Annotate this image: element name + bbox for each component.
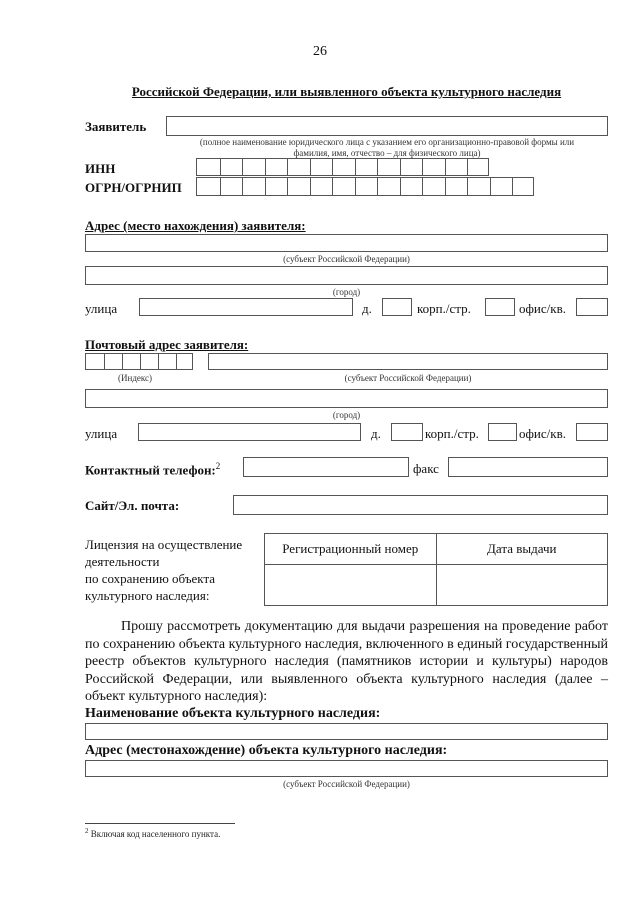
postal-house-field[interactable]	[391, 423, 423, 441]
postal-street-label: улица	[85, 426, 118, 441]
phone-field[interactable]	[243, 457, 409, 477]
footnote-divider	[85, 823, 235, 824]
object-address-field[interactable]	[85, 760, 608, 777]
postal-city-hint: (город)	[332, 410, 361, 420]
address-subject-hint: (субъект Российской Федерации)	[283, 254, 410, 264]
ogrn-label: ОГРН/ОГРНИП	[85, 180, 182, 195]
license-col-reg-number: Регистрационный номер	[265, 534, 437, 565]
postal-office-label: офис/кв.	[519, 426, 566, 441]
address-city-field[interactable]	[85, 266, 608, 285]
fax-label: факс	[413, 461, 439, 476]
site-email-label: Сайт/Эл. почта:	[85, 498, 180, 513]
footnote-mark: 2	[85, 827, 89, 835]
applicant-hint-1: (полное наименование юридического лица с указанием его организационно-правовой формы или	[199, 137, 575, 147]
postal-index-field[interactable]	[85, 353, 193, 370]
site-email-field[interactable]	[233, 495, 608, 515]
footnote	[85, 827, 220, 839]
inn-field[interactable]	[196, 158, 489, 176]
postal-heading: Почтовый адрес заявителя:	[85, 337, 249, 352]
address-heading: Адрес (место нахождения) заявителя:	[85, 218, 306, 233]
object-name-label: Наименование объекта культурного наследия:	[85, 706, 381, 721]
object-address-label: Адрес (местонахождение) объекта культурного наследия:	[85, 743, 448, 758]
address-house-field[interactable]	[382, 298, 412, 316]
license-col-issue-date: Дата выдачи	[436, 534, 608, 565]
address-subject-field[interactable]	[85, 234, 608, 252]
object-subject-hint: (субъект Российской Федерации)	[283, 779, 410, 789]
request-paragraph: Прошу рассмотреть документацию для выдачи разрешения на проведение работ по сохранению объекта культурного наследия, включенного в единый государственный реестр объектов культурного наследия (памятников истории и культуры) народов Российской Федерации, или выявленного объекта культурного наследия (далее – объект культурного наследия):	[85, 619, 608, 704]
inn-label: ИНН	[85, 161, 116, 176]
ogrn-field[interactable]	[196, 177, 534, 196]
applicant-hint-2: фамилия, имя, отчество – для физического лица)	[293, 148, 481, 158]
address-office-field[interactable]	[576, 298, 608, 316]
phone-footnote-mark: 2	[215, 461, 221, 471]
address-building-field[interactable]	[485, 298, 515, 316]
address-office-label: офис/кв.	[519, 301, 566, 316]
address-building-label: корп./стр.	[417, 301, 471, 316]
license-issue-date-cell[interactable]	[436, 565, 608, 606]
address-city-hint: (город)	[332, 287, 361, 297]
address-street-label: улица	[85, 301, 118, 316]
applicant-label: Заявитель	[85, 119, 147, 134]
postal-index-hint: (Индекс)	[118, 373, 153, 383]
postal-building-label: корп./стр.	[425, 426, 479, 441]
license-table	[264, 533, 608, 606]
address-street-field[interactable]	[139, 298, 353, 316]
fax-field[interactable]	[448, 457, 608, 477]
license-reg-number-cell[interactable]	[265, 565, 437, 606]
postal-subject-hint: (субъект Российской Федерации)	[344, 373, 472, 383]
postal-street-field[interactable]	[138, 423, 361, 441]
postal-city-field[interactable]	[85, 389, 608, 408]
page-number: 26	[313, 44, 327, 59]
postal-building-field[interactable]	[488, 423, 517, 441]
phone-label: Контактный телефон:$^2$	[85, 461, 221, 478]
postal-office-field[interactable]	[576, 423, 608, 441]
license-label: Лицензия на осуществление деятельности по сохранению объекта культурного наследия:	[85, 537, 243, 603]
applicant-name-field[interactable]	[166, 116, 608, 136]
object-name-field[interactable]	[85, 723, 608, 740]
postal-house-label: д.	[371, 426, 381, 441]
address-house-label: д.	[362, 301, 372, 316]
form-heading: Российской Федерации, или выявленного объекта культурного наследия	[131, 84, 562, 99]
postal-subject-field[interactable]	[208, 353, 608, 370]
footnote-text: Включая код населенного пункта.	[88, 829, 221, 839]
